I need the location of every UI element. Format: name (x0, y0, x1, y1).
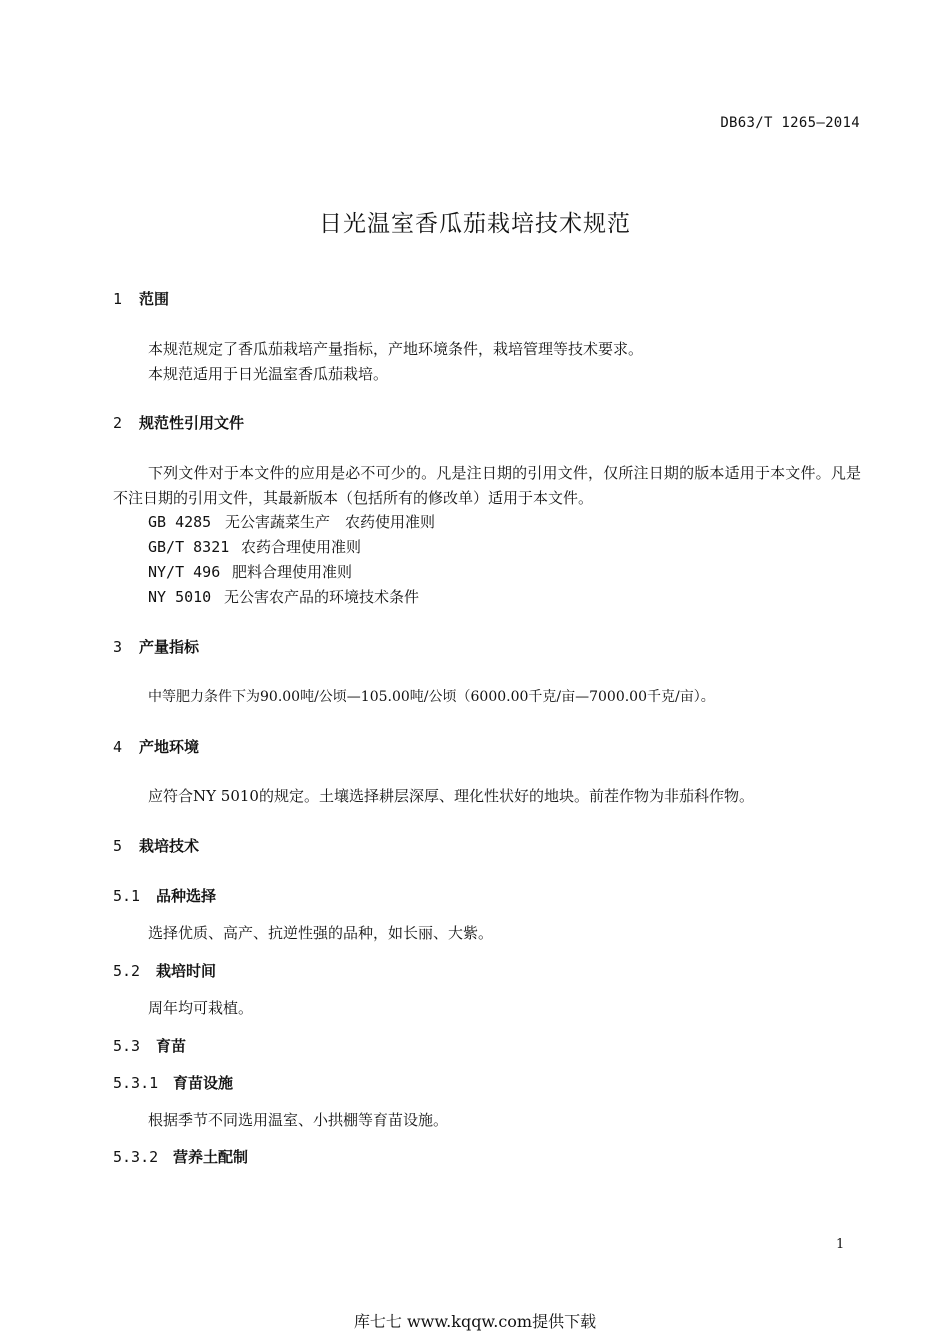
paragraph: 根据季节不同选用温室、小拱棚等育苗设施。 (148, 1111, 449, 1129)
section-title: 育苗 (156, 1037, 187, 1055)
document-title: 日光温室香瓜茄栽培技术规范 (319, 211, 631, 237)
section-title: 栽培技术 (139, 837, 200, 855)
section-heading-4 (113, 736, 199, 757)
section-title: 产地环境 (139, 738, 200, 756)
reference-code: GB/T 8321 (148, 538, 230, 556)
section-number: 2 (113, 414, 123, 432)
section-number: 5 (113, 837, 123, 855)
section-title: 规范性引用文件 (139, 414, 245, 432)
section-number: 5.1 (113, 887, 141, 905)
document-code: DB63/T 1265—2014 (720, 115, 860, 131)
reference-item (148, 561, 352, 582)
section-heading-3 (113, 636, 199, 657)
reference-item (148, 536, 361, 557)
paragraph: 中等肥力条件下为90.00吨/公顷—105.00吨/公顷（6000.00千克/亩—7000.00千克/亩）。 (148, 689, 715, 705)
paragraph: 下列文件对于本文件的应用是必不可少的。凡是注日期的引用文件，仅所注日期的版本适用于本文件。凡是不注日期的引用文件，其最新版本（包括所有的修改单）适用于本文件。 (113, 464, 861, 507)
section-number: 4 (113, 738, 123, 756)
reference-title: 肥料合理使用准则 (232, 563, 353, 581)
section-number: 5.3 (113, 1037, 141, 1055)
section-heading-5-3-1 (113, 1072, 233, 1093)
reference-title: 无公害农产品的环境技术条件 (224, 588, 420, 606)
paragraph: 应符合NY 5010的规定。土壤选择耕层深厚、理化性状好的地块。前茬作物为非茄科作物。 (148, 787, 754, 805)
paragraph: 本规范规定了香瓜茄栽培产量指标，产地环境条件，栽培管理等技术要求。 (148, 340, 644, 358)
section-heading-2 (113, 412, 244, 433)
reference-code: NY/T 496 (148, 563, 221, 581)
section-heading-5 (113, 835, 199, 856)
section-title: 范围 (139, 290, 170, 308)
reference-title: 无公害蔬菜生产 农药使用准则 (225, 513, 436, 531)
paragraph: 本规范适用于日光温室香瓜茄栽培。 (148, 365, 389, 383)
page-number: 1 (836, 1237, 845, 1252)
section-number: 5.3.2 (113, 1148, 159, 1166)
paragraph: 选择优质、高产、抗逆性强的品种，如长丽、大紫。 (148, 924, 494, 942)
reference-title: 农药合理使用准则 (241, 538, 362, 556)
section-title: 营养土配制 (173, 1148, 249, 1166)
section-title: 育苗设施 (173, 1074, 234, 1092)
section-number: 5.2 (113, 962, 141, 980)
section-heading-5-3 (113, 1035, 186, 1056)
section-number: 1 (113, 290, 123, 308)
reference-code: GB 4285 (148, 513, 212, 531)
reference-item (148, 586, 419, 607)
section-title: 产量指标 (139, 638, 200, 656)
section-heading-1 (113, 288, 169, 309)
footer-watermark: 库七七 www.kqqw.com提供下载 (353, 1312, 597, 1331)
reference-code: NY 5010 (148, 588, 212, 606)
section-heading-5-2 (113, 960, 216, 981)
section-heading-5-1 (113, 885, 216, 906)
paragraph: 周年均可栽植。 (148, 999, 254, 1017)
reference-item (148, 511, 435, 532)
section-title: 栽培时间 (156, 962, 217, 980)
section-title: 品种选择 (156, 887, 217, 905)
section-number: 5.3.1 (113, 1074, 159, 1092)
section-heading-5-3-2 (113, 1146, 248, 1167)
section-number: 3 (113, 638, 123, 656)
